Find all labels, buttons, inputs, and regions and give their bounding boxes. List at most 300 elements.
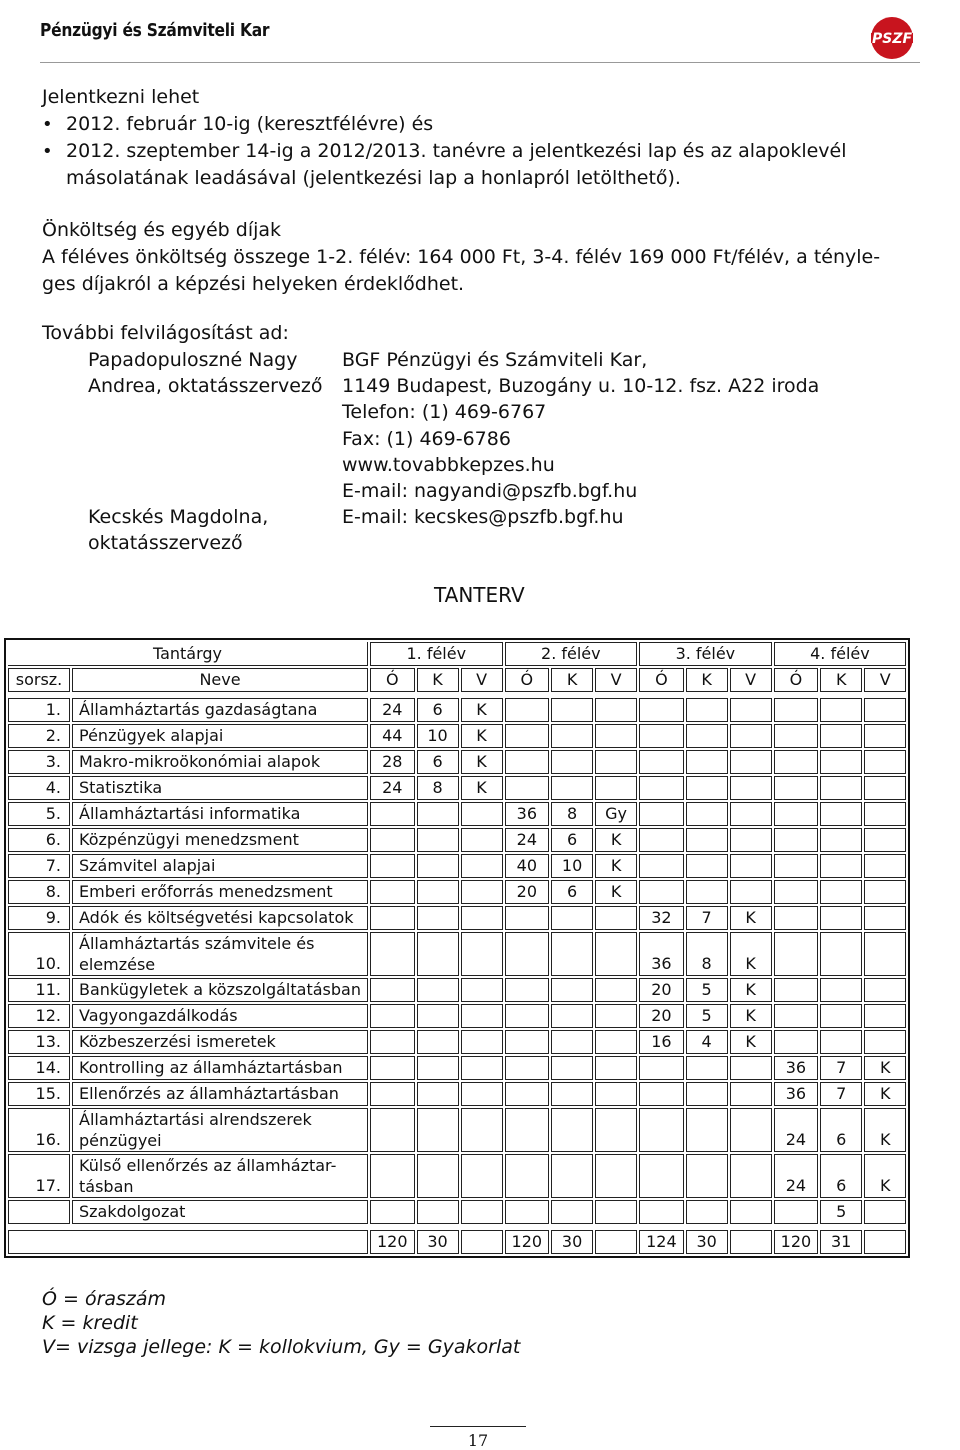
application-heading: Jelentkezni lehet — [42, 86, 200, 108]
row-value — [639, 828, 684, 852]
row-value: 24 — [370, 776, 415, 800]
row-value — [686, 880, 728, 904]
row-value — [686, 1200, 728, 1224]
total-value — [461, 1230, 503, 1254]
row-value — [686, 828, 728, 852]
row-value — [595, 1154, 637, 1198]
row-value — [417, 1154, 459, 1198]
row-value — [820, 880, 862, 904]
table-row — [8, 880, 906, 904]
row-value — [864, 802, 906, 826]
row-value — [417, 1200, 459, 1224]
row-value — [864, 906, 906, 930]
row-value — [639, 854, 684, 878]
contact-website: www.tovabbkepzes.hu — [342, 453, 555, 476]
row-subject-name: Közbeszerzési ismeretek — [72, 1030, 368, 1054]
row-value: K — [595, 854, 637, 878]
row-value — [820, 750, 862, 774]
row-subject-name: Emberi erőforrás menedzsment — [72, 880, 368, 904]
row-value — [417, 854, 459, 878]
header-col-2-0: Ó — [505, 668, 550, 692]
row-value — [505, 1030, 550, 1054]
row-value — [505, 698, 550, 722]
row-value — [461, 880, 503, 904]
row-value: K — [461, 698, 503, 722]
row-value — [820, 1004, 862, 1028]
row-value — [686, 724, 728, 748]
row-value: 5 — [820, 1200, 862, 1224]
row-value — [370, 1200, 415, 1224]
row-serial: 16. — [8, 1108, 70, 1152]
row-value — [551, 978, 593, 1002]
person-2-name: Kecskés Magdolna, — [88, 506, 269, 528]
row-value: K — [864, 1056, 906, 1080]
row-value — [505, 1004, 550, 1028]
row-serial: 11. — [8, 978, 70, 1002]
total-value: 124 — [639, 1230, 684, 1254]
table-row — [8, 1082, 906, 1106]
header-col-1-1: K — [417, 668, 459, 692]
total-value — [864, 1230, 906, 1254]
row-value — [417, 1082, 459, 1106]
row-value — [551, 1030, 593, 1054]
row-value — [639, 802, 684, 826]
row-value — [774, 776, 819, 800]
row-value — [774, 750, 819, 774]
table-row — [8, 698, 906, 722]
row-value — [686, 802, 728, 826]
row-value: 40 — [505, 854, 550, 878]
table-row — [8, 1154, 906, 1198]
contact-person-1 — [88, 347, 323, 399]
header-semester-3: 3. félév — [639, 642, 772, 666]
row-value: K — [730, 906, 772, 930]
row-value — [370, 932, 415, 976]
header-col-4-0: Ó — [774, 668, 819, 692]
row-value — [686, 776, 728, 800]
contact-email-1: E-mail: nagyandi@pszfb.bgf.hu — [342, 479, 638, 502]
row-value — [505, 1200, 550, 1224]
row-value: K — [864, 1154, 906, 1198]
row-value — [820, 724, 862, 748]
row-value: K — [864, 1108, 906, 1152]
row-value — [686, 1056, 728, 1080]
row-value — [595, 724, 637, 748]
row-value — [417, 932, 459, 976]
row-value — [864, 1030, 906, 1054]
row-value — [639, 776, 684, 800]
row-value: 6 — [417, 750, 459, 774]
row-value — [461, 1200, 503, 1224]
row-subject-name: Kontrolling az államháztartásban — [72, 1056, 368, 1080]
row-value — [461, 1154, 503, 1198]
row-value — [551, 1154, 593, 1198]
header-semester-4: 4. félév — [774, 642, 907, 666]
row-value — [417, 978, 459, 1002]
tuition-text-2: ges díjakról a képzési helyeken érdeklődhet. — [42, 273, 465, 295]
row-serial: 6. — [8, 828, 70, 852]
table-row — [8, 1030, 906, 1054]
row-value — [370, 854, 415, 878]
row-value — [686, 1082, 728, 1106]
row-value: K — [864, 1082, 906, 1106]
row-value: Gy — [595, 802, 637, 826]
tuition-heading: Önköltség és egyéb díjak — [42, 219, 282, 241]
legend-hours: Ó = óraszám — [42, 1288, 167, 1310]
row-value — [686, 1154, 728, 1198]
row-value — [370, 1108, 415, 1152]
row-value — [730, 1154, 772, 1198]
row-value — [774, 932, 819, 976]
row-value: 5 — [686, 978, 728, 1002]
row-value — [639, 1056, 684, 1080]
row-value: 6 — [820, 1154, 862, 1198]
row-value — [864, 1004, 906, 1028]
row-value — [505, 750, 550, 774]
row-serial: 9. — [8, 906, 70, 930]
total-value: 120 — [505, 1230, 550, 1254]
totals-label-cell — [8, 1230, 368, 1254]
application-bullet-2-cont: másolatának leadásával (jelentkezési lap a honlapról letölthető). — [66, 167, 681, 189]
row-value — [461, 1056, 503, 1080]
header-subject: Tantárgy — [8, 642, 368, 666]
row-value — [595, 978, 637, 1002]
row-value — [820, 802, 862, 826]
row-value — [370, 1154, 415, 1198]
row-value — [730, 776, 772, 800]
row-value — [417, 1030, 459, 1054]
row-value — [370, 1082, 415, 1106]
tuition-section — [42, 217, 880, 298]
table-row — [8, 854, 906, 878]
row-value — [505, 724, 550, 748]
row-value: 36 — [774, 1056, 819, 1080]
row-value — [820, 828, 862, 852]
row-serial: 17. — [8, 1154, 70, 1198]
total-value: 31 — [820, 1230, 862, 1254]
row-value: K — [730, 978, 772, 1002]
row-serial: 10. — [8, 932, 70, 976]
header-col-1-2: V — [461, 668, 503, 692]
pszf-logo — [868, 16, 916, 60]
header-serial: sorsz. — [8, 668, 70, 692]
row-value — [417, 828, 459, 852]
row-value — [864, 750, 906, 774]
application-section — [42, 84, 847, 192]
row-value — [505, 776, 550, 800]
row-value — [505, 932, 550, 976]
row-value: K — [730, 1030, 772, 1054]
person-1-role: Andrea, oktatásszervező — [88, 375, 323, 398]
row-value — [639, 698, 684, 722]
row-serial: 7. — [8, 854, 70, 878]
row-value — [820, 776, 862, 800]
row-serial: 1. — [8, 698, 70, 722]
row-value — [820, 906, 862, 930]
row-value — [820, 978, 862, 1002]
row-value — [461, 906, 503, 930]
curriculum-title: TANTERV — [434, 583, 525, 607]
row-subject-name: Közpénzügyi menedzsment — [72, 828, 368, 852]
row-value — [551, 906, 593, 930]
row-value — [461, 802, 503, 826]
row-value: 36 — [774, 1082, 819, 1106]
row-subject-name: Pénzügyek alapjai — [72, 724, 368, 748]
header-col-3-1: K — [686, 668, 728, 692]
row-value — [370, 828, 415, 852]
row-value — [551, 1056, 593, 1080]
curriculum-table — [4, 638, 910, 1258]
row-value: K — [595, 828, 637, 852]
contact-fax: Fax: (1) 469-6786 — [342, 427, 511, 450]
row-value — [864, 776, 906, 800]
row-value — [820, 698, 862, 722]
header-col-3-0: Ó — [639, 668, 684, 692]
person-1-name: Papadopuloszné Nagy — [88, 349, 298, 371]
row-value — [551, 932, 593, 976]
row-value — [595, 750, 637, 774]
header-semester-2: 2. félév — [505, 642, 638, 666]
row-serial: 3. — [8, 750, 70, 774]
row-value: 20 — [505, 880, 550, 904]
row-value — [639, 750, 684, 774]
total-value: 120 — [774, 1230, 819, 1254]
row-value — [595, 1082, 637, 1106]
table-row — [8, 724, 906, 748]
row-value: 24 — [774, 1108, 819, 1152]
row-value — [639, 1082, 684, 1106]
row-serial: 2. — [8, 724, 70, 748]
row-value — [774, 1004, 819, 1028]
row-value: 36 — [639, 932, 684, 976]
row-value: 36 — [505, 802, 550, 826]
row-value — [686, 854, 728, 878]
row-serial — [8, 1200, 70, 1224]
row-value: 24 — [370, 698, 415, 722]
row-subject-name: Statisztika — [72, 776, 368, 800]
row-value — [730, 698, 772, 722]
row-subject-name: Számvitel alapjai — [72, 854, 368, 878]
row-value — [686, 698, 728, 722]
row-value — [505, 1108, 550, 1152]
row-subject-name: Ellenőrzés az államháztartásban — [72, 1082, 368, 1106]
page-number: 17 — [430, 1426, 526, 1450]
row-value — [774, 854, 819, 878]
row-value — [820, 854, 862, 878]
row-value — [595, 1004, 637, 1028]
row-value — [370, 1056, 415, 1080]
row-value: K — [730, 1004, 772, 1028]
legend-exam-type: V= vizsga jellege: K = kollokvium, Gy = Gyakorlat — [42, 1336, 521, 1358]
row-value — [505, 1154, 550, 1198]
table-row — [8, 802, 906, 826]
row-value — [730, 1200, 772, 1224]
contact-details — [342, 347, 819, 530]
row-value — [461, 1108, 503, 1152]
row-subject-name: Államháztartás számvitele és elemzése — [72, 932, 368, 976]
row-subject-name: Államháztartás gazdaságtana — [72, 698, 368, 722]
row-value — [820, 932, 862, 976]
row-serial: 13. — [8, 1030, 70, 1054]
row-value — [551, 1200, 593, 1224]
row-value — [864, 880, 906, 904]
contact-phone: Telefon: (1) 469-6767 — [342, 401, 547, 424]
table-row — [8, 1056, 906, 1080]
row-value — [774, 906, 819, 930]
row-value — [864, 932, 906, 976]
table-header-row-2 — [8, 668, 906, 692]
row-value — [505, 978, 550, 1002]
application-bullet-2: • 2012. szeptember 14-ig a 2012/2013. tanévre a jelentkezési lap és az alapoklevél — [42, 138, 847, 165]
row-value — [595, 1200, 637, 1224]
table-row — [8, 978, 906, 1002]
total-value: 120 — [370, 1230, 415, 1254]
contact-address-2: 1149 Budapest, Buzogány u. 10-12. fsz. A22 iroda — [342, 375, 820, 398]
row-value — [639, 1154, 684, 1198]
row-value: 6 — [417, 698, 459, 722]
row-subject-name: Vagyongazdálkodás — [72, 1004, 368, 1028]
row-serial: 15. — [8, 1082, 70, 1106]
row-value: 7 — [820, 1056, 862, 1080]
application-bullet-1: • 2012. február 10-ig (keresztfélévre) és — [42, 111, 847, 138]
row-value: K — [595, 880, 637, 904]
row-value — [370, 880, 415, 904]
row-serial: 12. — [8, 1004, 70, 1028]
row-value — [595, 906, 637, 930]
header-semester-1: 1. félév — [370, 642, 503, 666]
row-value — [370, 1004, 415, 1028]
row-value — [774, 802, 819, 826]
table-spacer-row — [8, 694, 906, 696]
row-value — [595, 698, 637, 722]
row-value — [730, 1108, 772, 1152]
row-value — [461, 1030, 503, 1054]
row-value — [774, 698, 819, 722]
row-value: 8 — [686, 932, 728, 976]
row-value — [864, 724, 906, 748]
header-name: Neve — [72, 668, 368, 692]
row-value — [774, 978, 819, 1002]
person-2-role: oktatásszervező — [88, 532, 243, 555]
row-subject-name: Külső ellenőrzés az államháztar-tásban — [72, 1154, 368, 1198]
row-serial: 14. — [8, 1056, 70, 1080]
row-serial: 5. — [8, 802, 70, 826]
table-row — [8, 1108, 906, 1152]
row-value — [417, 880, 459, 904]
row-value: K — [730, 932, 772, 976]
row-value — [551, 698, 593, 722]
row-value — [461, 978, 503, 1002]
row-value — [639, 880, 684, 904]
row-value: 7 — [686, 906, 728, 930]
info-heading: További felvilágosítást ad: — [42, 322, 289, 344]
totals-row — [8, 1230, 906, 1254]
row-value — [774, 828, 819, 852]
row-value — [730, 1082, 772, 1106]
row-value: 10 — [417, 724, 459, 748]
row-subject-name: Adók és költségvetési kapcsolatok — [72, 906, 368, 930]
table-spacer-row-2 — [8, 1226, 906, 1228]
row-value — [864, 828, 906, 852]
row-value — [686, 750, 728, 774]
row-value — [551, 1108, 593, 1152]
row-value — [370, 978, 415, 1002]
row-value — [595, 776, 637, 800]
row-value — [370, 906, 415, 930]
page-header — [40, 16, 920, 63]
row-value — [461, 1082, 503, 1106]
contact-email-2: E-mail: kecskes@pszfb.bgf.hu — [342, 506, 624, 529]
row-subject-name: Államháztartási informatika — [72, 802, 368, 826]
row-value — [639, 1108, 684, 1152]
tuition-text-1: A féléves önköltség összege 1-2. félév: 164 000 Ft, 3-4. félév 169 000 Ft/félév, a tényle- — [42, 246, 881, 268]
row-value: 5 — [686, 1004, 728, 1028]
row-value: 24 — [774, 1154, 819, 1198]
row-value: 32 — [639, 906, 684, 930]
row-value — [551, 776, 593, 800]
table-row — [8, 1200, 906, 1224]
row-serial: 4. — [8, 776, 70, 800]
row-value — [730, 802, 772, 826]
svg-text:PSZF: PSZF — [871, 31, 913, 47]
row-value — [595, 1030, 637, 1054]
legend-credit: K = kredit — [42, 1312, 138, 1334]
row-value — [370, 802, 415, 826]
row-value — [730, 724, 772, 748]
total-value: 30 — [686, 1230, 728, 1254]
row-value: K — [461, 776, 503, 800]
row-value — [686, 1108, 728, 1152]
row-value: 6 — [551, 828, 593, 852]
total-value — [730, 1230, 772, 1254]
row-value: 6 — [551, 880, 593, 904]
row-value — [551, 1082, 593, 1106]
row-value — [461, 828, 503, 852]
row-value — [417, 802, 459, 826]
row-value — [730, 880, 772, 904]
total-value — [595, 1230, 637, 1254]
row-value — [370, 1030, 415, 1054]
row-value — [774, 1030, 819, 1054]
row-value — [730, 828, 772, 852]
row-value — [551, 724, 593, 748]
faculty-title: Pénzügyi és Számviteli Kar — [40, 20, 270, 41]
row-value — [774, 1200, 819, 1224]
row-value: 44 — [370, 724, 415, 748]
total-value: 30 — [417, 1230, 459, 1254]
row-value — [461, 854, 503, 878]
row-value — [595, 1108, 637, 1152]
row-value — [417, 906, 459, 930]
table-row — [8, 932, 906, 976]
row-subject-name: Szakdolgozat — [72, 1200, 368, 1224]
contact-person-2 — [88, 504, 268, 556]
row-value — [551, 1004, 593, 1028]
row-value — [461, 932, 503, 976]
header-col-1-0: Ó — [370, 668, 415, 692]
row-value — [417, 1108, 459, 1152]
contact-address-1: BGF Pénzügyi és Számviteli Kar, — [342, 349, 648, 371]
row-value — [864, 698, 906, 722]
row-value — [417, 1004, 459, 1028]
row-value — [505, 1082, 550, 1106]
table-row — [8, 906, 906, 930]
row-value: 16 — [639, 1030, 684, 1054]
row-value — [730, 1056, 772, 1080]
header-col-2-2: V — [595, 668, 637, 692]
row-value — [864, 978, 906, 1002]
row-value: K — [461, 724, 503, 748]
